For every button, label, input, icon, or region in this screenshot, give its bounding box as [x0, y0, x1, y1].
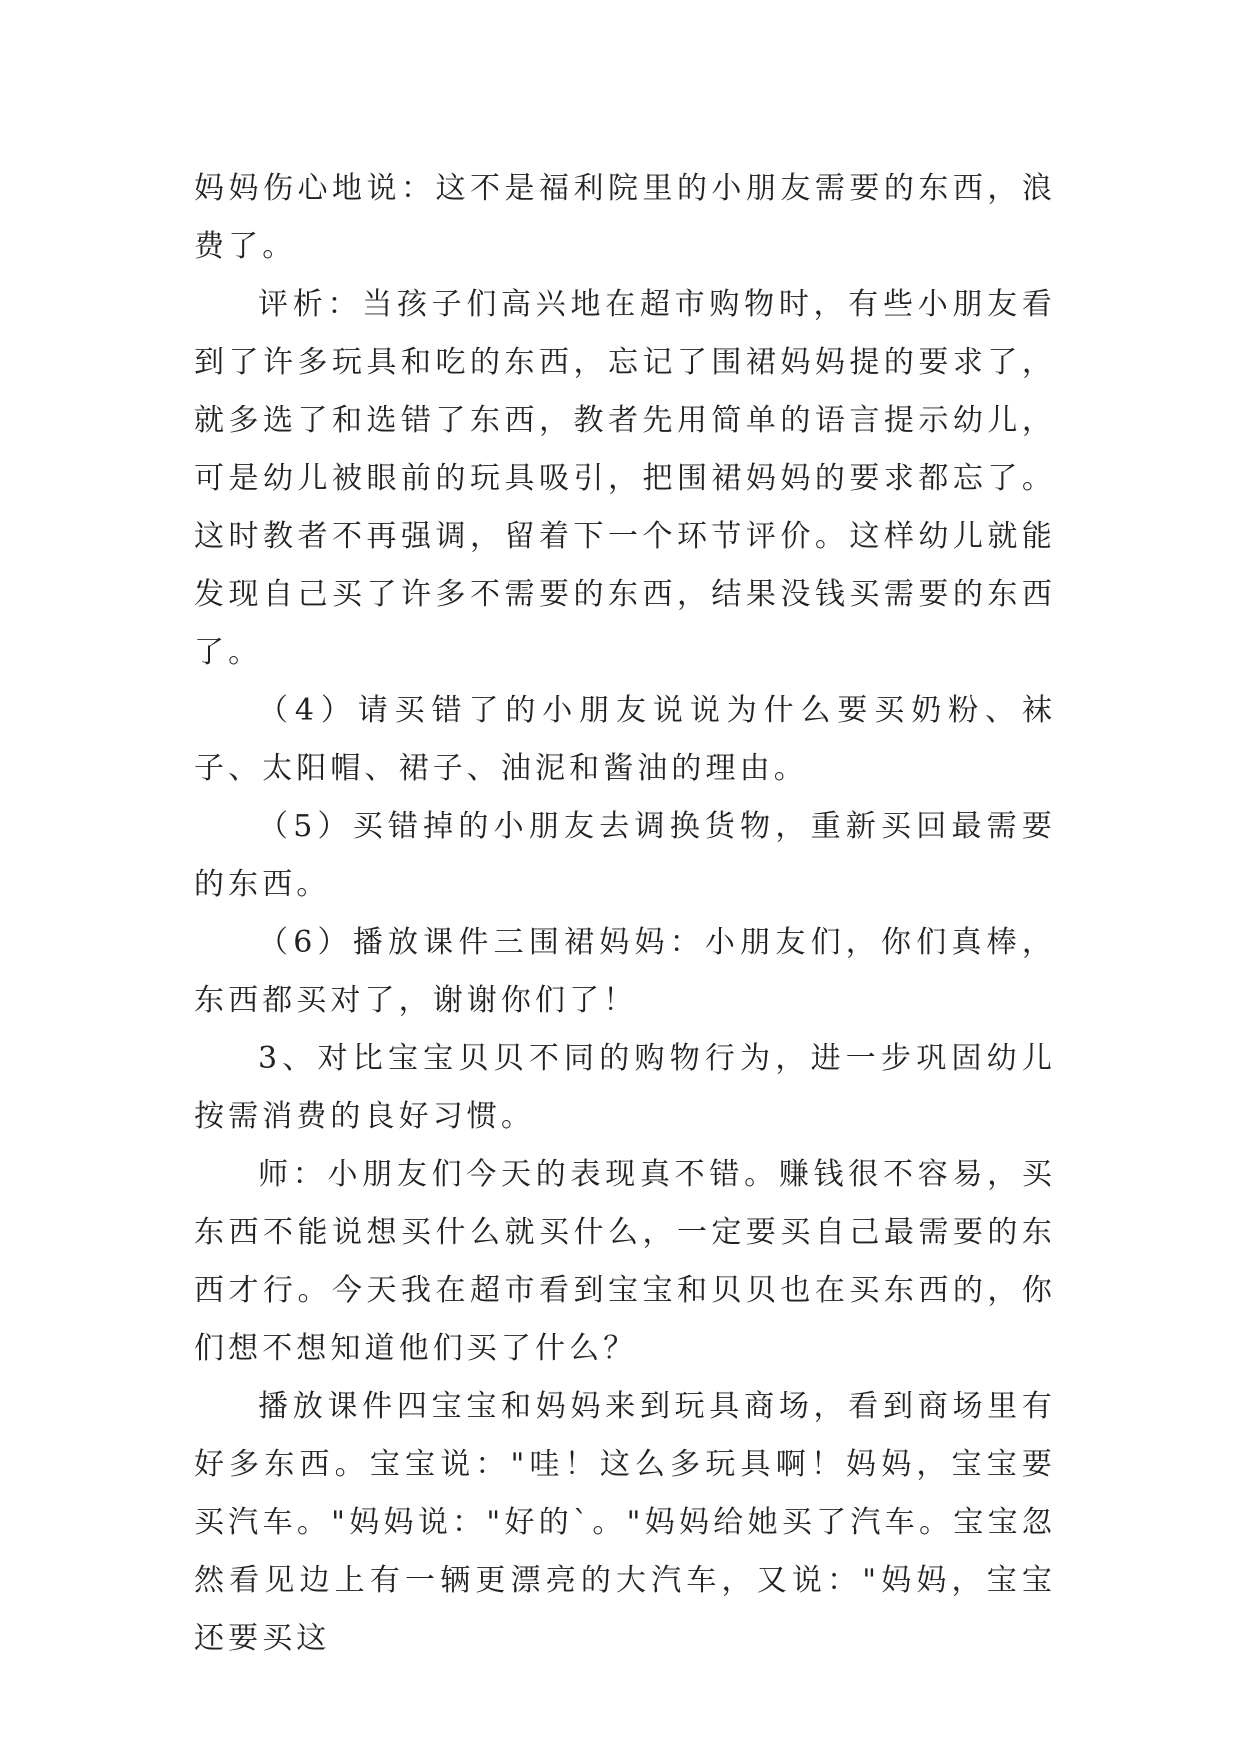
- paragraph-courseware-4: 播放课件四宝宝和妈妈来到玩具商场，看到商场里有好多东西。宝宝说："哇！这么多玩具啊！妈妈，宝宝要买汽车。"妈妈说："好的`。"妈妈给她买了汽车。宝宝忽然看见边上有一辆更漂亮的大汽车，又说："妈妈，宝宝还要买这: [194, 1389, 1056, 1656]
- paragraph-step-5: （5）买错掉的小朋友去调换货物，重新买回最需要的东西。: [194, 809, 1056, 902]
- paragraph-step-6: （6）播放课件三围裙妈妈：小朋友们，你们真棒，东西都买对了，谢谢你们了！: [194, 925, 1056, 1018]
- document-page: [194, 160, 1056, 1668]
- paragraph-teacher: 师：小朋友们今天的表现真不错。赚钱很不容易，买东西不能说想买什么就买什么，一定要买自己最需要的东西才行。今天我在超市看到宝宝和贝贝也在买东西的，你们想不想知道他们买了什么？: [194, 1157, 1056, 1366]
- paragraph-continuation: 妈妈伤心地说：这不是福利院里的小朋友需要的东西，浪费了。: [194, 171, 1056, 264]
- paragraph-commentary: 评析：当孩子们高兴地在超市购物时，有些小朋友看到了许多玩具和吃的东西，忘记了围裙妈妈提的要求了，就多选了和选错了东西，教者先用简单的语言提示幼儿，可是幼儿被眼前的玩具吸引，把围裙妈妈的要求都忘了。这时教者不再强调，留着下一个环节评价。这样幼儿就能发现自己买了许多不需要的东西，结果没钱买需要的东西了。: [194, 287, 1056, 670]
- paragraph-section-3: 3、对比宝宝贝贝不同的购物行为，进一步巩固幼儿按需消费的良好习惯。: [194, 1041, 1056, 1134]
- paragraph-step-4: （4）请买错了的小朋友说说为什么要买奶粉、袜子、太阳帽、裙子、油泥和酱油的理由。: [194, 693, 1056, 786]
